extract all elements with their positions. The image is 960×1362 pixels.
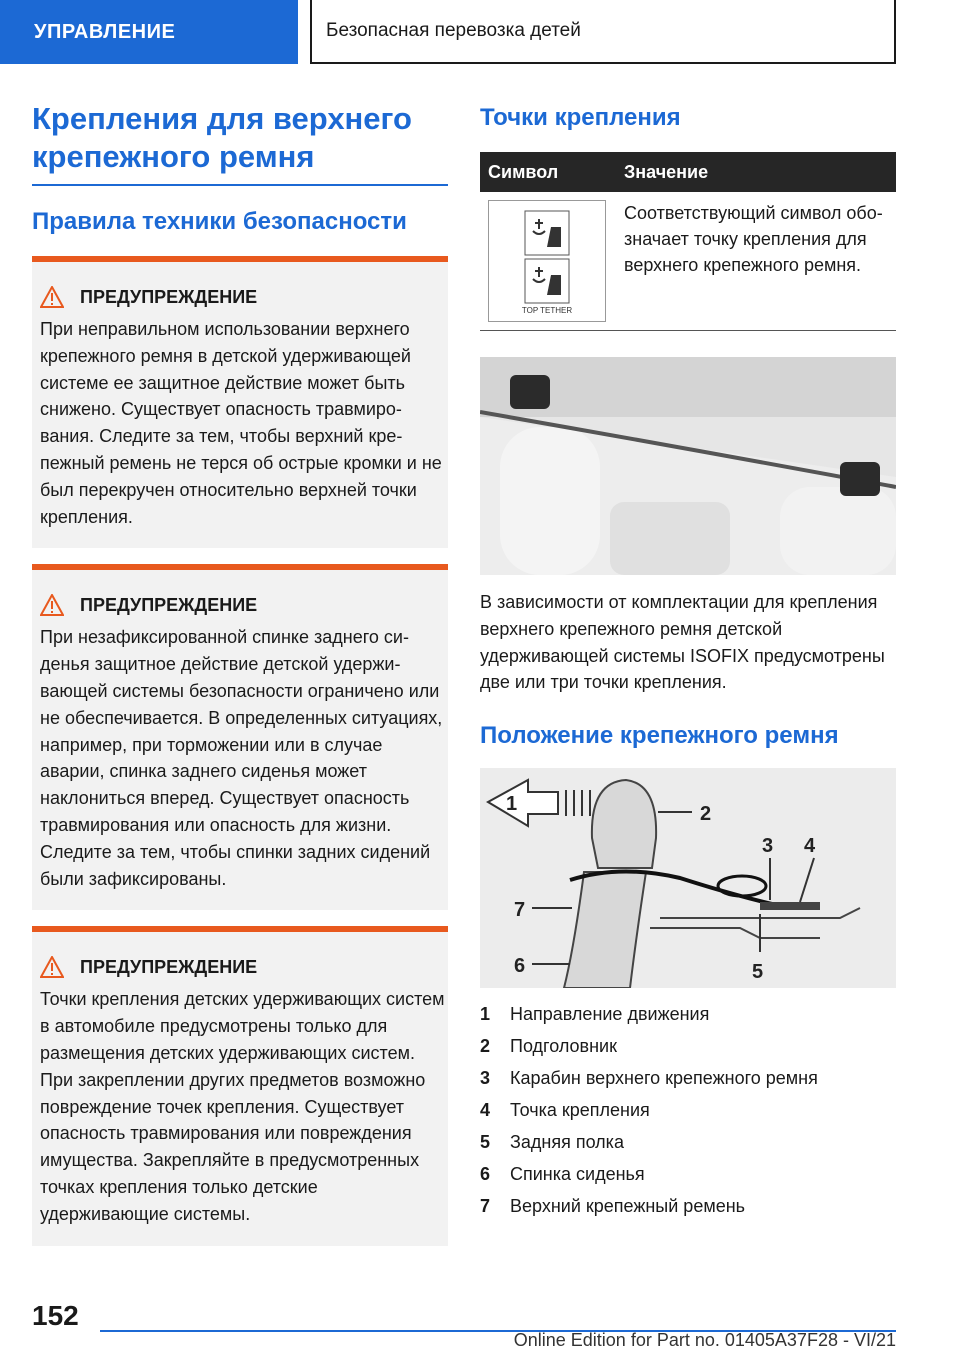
legend-num: 7 [480,1196,491,1217]
warning-triangle-icon [40,956,64,978]
footer-edition: Online Edition for Part no. 01405A37F28 - VI/21 [513,1330,896,1350]
diagram-label-5: 5 [752,961,764,984]
diagram-label-7: 7 [514,899,526,922]
legend-item [480,1094,896,1126]
legend-item [480,1158,896,1190]
diagram-legend [480,998,896,1222]
legend-text: Направление движения [510,1004,710,1025]
legend-num: 1 [480,1004,491,1025]
warning-text: Точки крепления детских удерживающих систем в автомобиле предусмотрены только для размещения детских удерживающих систем. При закреплении других предметов возможно повреждение точек крепления. Существует опасность травмирования или повреждения имущества. Закрепляйте в предусмотренных точках крепления только детские удерживающие системы. [40,989,445,1224]
warning-block [32,926,448,1245]
legend-text: Подголовник [510,1036,617,1057]
section-tab: УПРАВЛЕНИЕ [0,0,298,64]
right-column [480,100,896,1222]
diagram-label-6: 6 [514,955,526,978]
legend-num: 5 [480,1132,491,1153]
legend-item [480,1126,896,1158]
top-tether-symbol [488,200,606,322]
legend-text: Верхний крепежный ремень [510,1196,746,1217]
legend-num: 6 [480,1164,491,1185]
symbol-table [480,152,896,331]
page-number: 152 [32,1300,79,1331]
chapter-title: Безопасная перевозка детей [310,0,896,64]
warning-triangle-icon [40,594,64,616]
rear-shelf-photo [480,357,896,575]
warning-label: ПРЕДУПРЕЖДЕНИЕ [80,956,258,977]
page-heading: Крепления для верхнего крепежного ремня [32,100,448,186]
warning-text: При неправильном использовании верхнего крепежного ремня в детской удерживающей системе ее защитное действие может быть снижено. Существует опасность травмирования. Следите за тем, чтобы верхний крепежный ремень не терся об острые кромки и не был перекручен относительно верхней точки крепления. [40,319,442,527]
tether-diagram [480,768,896,988]
legend-text: Точка крепления [510,1100,650,1121]
anchor-description: В зависимости от комплектации для крепления верхнего крепежного ремня детской удерживающей системы ISOFIX предусмотрены две или три точки крепления. [480,592,885,693]
legend-item [480,1190,896,1222]
safety-subheading: Правила техники безопасности [32,208,407,235]
legend-num: 4 [480,1100,491,1121]
warning-triangle-icon [40,286,64,308]
child-seat-anchor-icon [489,201,605,321]
legend-text: Карабин верхнего крепежного ремня [510,1068,818,1089]
meaning-cell: Соответствующий символ обозначает точку крепления для верхнего крепежного ремня. [616,192,896,331]
legend-num: 2 [480,1036,491,1057]
top-tether-caption: TOP TETHER [521,306,573,315]
legend-num: 3 [480,1068,491,1089]
legend-item [480,998,896,1030]
legend-item [480,1062,896,1094]
legend-text: Спинка сиденья [510,1164,645,1185]
warning-block [32,256,448,548]
strap-position-heading: Положение крепежного ремня [480,722,839,750]
col-meaning-header: Значение [616,152,896,192]
diagram-label-1: 1 [506,793,518,816]
diagram-label-3: 3 [762,835,774,858]
warning-label: ПРЕДУПРЕЖДЕНИЕ [80,594,258,615]
anchor-points-heading: Точки крепления [480,104,681,131]
legend-text: Задняя полка [510,1132,624,1153]
warning-text: При незафиксированной спинке заднего сиденья защитное действие детской удерживающей системы безопасности ограничено или не обеспечивается. В определенных ситуациях, например, при торможении или в случае аварии, спинка заднего сиденья может наклониться вперед. Существует опасность травмирования или опасность для жизни. Следите за тем, чтобы спинки задних сидений были зафиксированы. [40,627,443,889]
left-column [32,100,448,1262]
diagram-label-2: 2 [700,803,712,826]
legend-item [480,1030,896,1062]
diagram-label-4: 4 [804,835,816,858]
warning-block [32,564,448,910]
col-symbol-header: Символ [480,152,616,192]
warning-label: ПРЕДУПРЕЖДЕНИЕ [80,286,258,307]
